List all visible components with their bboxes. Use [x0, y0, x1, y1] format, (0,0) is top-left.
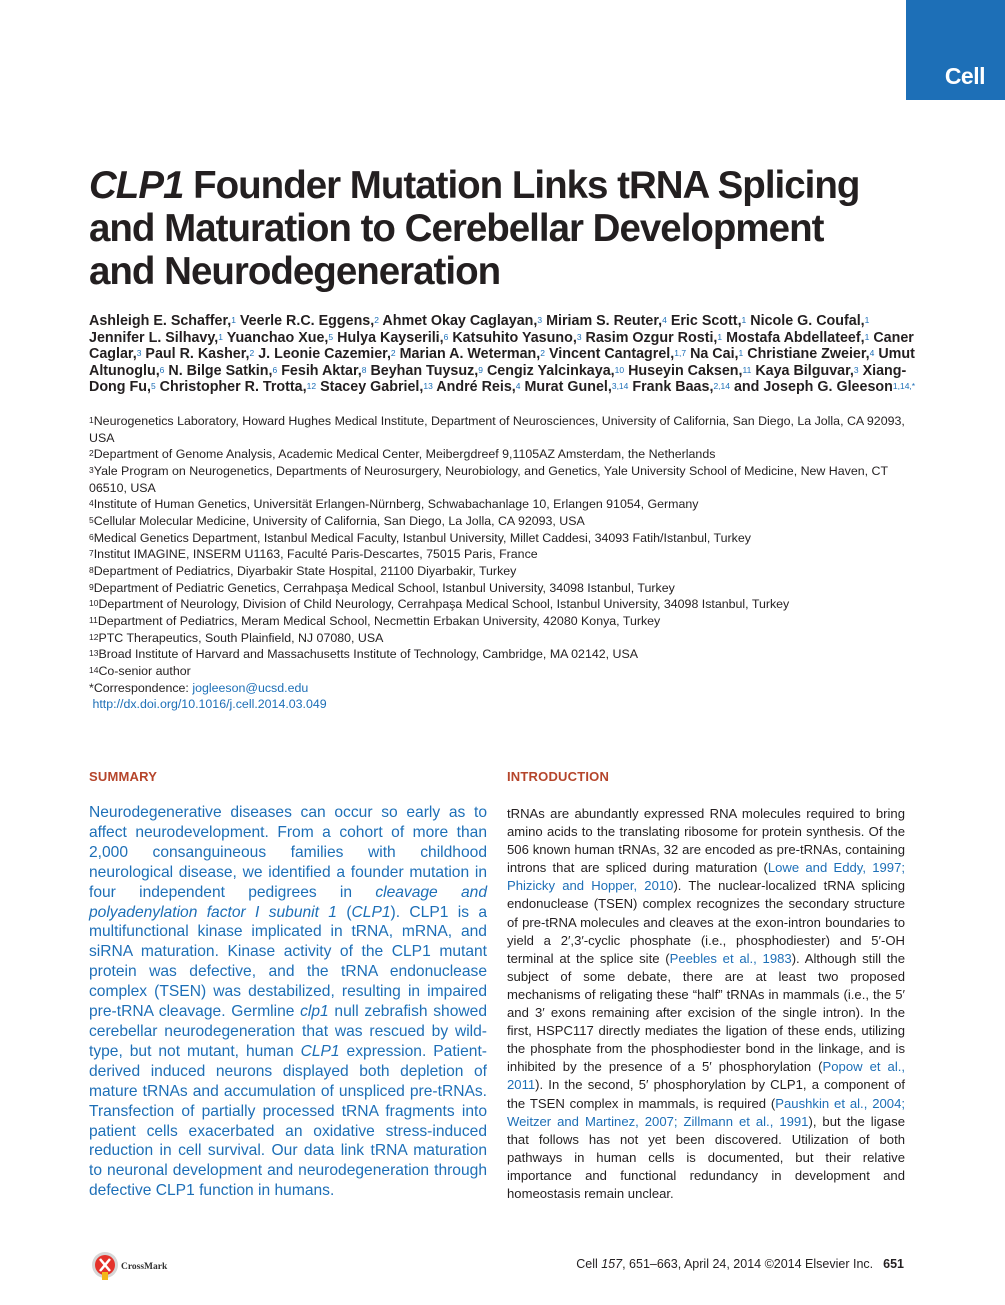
author-affiliation-marker: 10	[614, 364, 625, 375]
author-name: Rasim Ozgur Rosti,	[585, 329, 718, 346]
affiliation: $^6$Medical Genetics Department, Istanbul Medical Faculty, Istanbul University, Millet Caddesi, 34093 Fatih/Istanbul, Turkey	[89, 530, 751, 545]
author-affiliation-marker: 8	[361, 364, 367, 375]
author-affiliation-marker: 4	[515, 381, 521, 392]
affiliation: $^{13}$Broad Institute of Harvard and Massachusetts Institute of Technology, Cambridge, MA 02142, USA	[89, 647, 638, 662]
author-name: J. Leonie Cazemier,	[258, 346, 391, 363]
affiliation: $^5$Cellular Molecular Medicine, University of California, San Diego, La Jolla, CA 92093, USA	[89, 513, 585, 528]
author-affiliation-marker: 6	[159, 364, 165, 375]
author-name: Caner Caglar,	[89, 329, 914, 363]
author-affiliation-marker: 5	[328, 331, 334, 342]
author-name: Veerle R.C. Eggens,	[239, 313, 375, 329]
author-name: Na Cai,	[690, 346, 739, 363]
author-affiliation-marker: 1	[738, 348, 744, 359]
author-name: Murat Gunel,	[524, 379, 612, 396]
crossmark-badge[interactable]	[91, 1250, 171, 1289]
affiliation: $^7$Institut IMAGINE, INSERM U1163, Faculté Paris-Descartes, 75015 Paris, France	[89, 547, 538, 562]
author-affiliation-marker: 4	[869, 348, 875, 359]
affiliation: $^3$Yale Program on Neurogenetics, Departments of Neurosurgery, Neurobiology, and Genetics, Yale University School of Medicine, New Haven, CT 06510, USA	[89, 463, 888, 495]
author-name: Christiane Zweier,	[747, 346, 870, 363]
author-affiliation-marker: 6	[272, 364, 278, 375]
reference-link[interactable]: Popow et al., 2011	[507, 1059, 905, 1093]
author-affiliation-marker: 3	[576, 331, 582, 342]
author-affiliation-marker: 1	[864, 315, 870, 325]
reference-link[interactable]: Lowe and Eddy, 1997; Phizicky and Hopper, 2010	[507, 860, 905, 894]
author-affiliation-marker: 12	[306, 381, 317, 392]
author-affiliation-marker: 1,7	[674, 348, 687, 359]
crossmark-icon	[91, 1250, 171, 1284]
article-title	[89, 164, 889, 293]
author-name: Umut Altunoglu,	[89, 346, 915, 379]
correspondence: *Correspondence: jogleeson@ucsd.edu	[89, 680, 309, 695]
page-number: 651	[883, 1257, 904, 1271]
author-affiliation-marker: 1	[231, 315, 236, 325]
author-name: Hulya Kayserili,	[337, 329, 444, 346]
author-affiliation-marker: 9	[478, 364, 483, 375]
author-affiliation-marker: 13	[423, 381, 433, 392]
author-name: Stacey Gabriel,	[320, 379, 424, 396]
author-name: Nicole G. Coufal,	[750, 313, 865, 329]
reference-link[interactable]: Peebles et al., 1983	[669, 950, 792, 966]
author-name: Ahmet Okay Caglayan,	[382, 313, 538, 329]
author-affiliation-marker: 1,14,*	[892, 381, 916, 392]
author-name: Frank Baas,	[632, 379, 714, 396]
author-affiliation-marker: 3,14	[611, 381, 629, 392]
reference-link[interactable]: Paushkin et al., 2004; Weitzer and Martinez, 2007; Zillmann et al., 1991	[507, 1095, 905, 1129]
author-affiliation-marker: 1	[717, 331, 723, 342]
author-affiliation-marker: 1	[741, 315, 747, 325]
journal-tab	[906, 0, 1005, 100]
author-name: Miriam S. Reuter,	[546, 313, 663, 329]
author-name: and Joseph G. Gleeson	[733, 379, 893, 396]
doi	[89, 696, 919, 713]
summary-heading: SUMMARY	[89, 769, 158, 784]
author-affiliation-marker: 2	[249, 348, 255, 359]
affiliation: $^4$Institute of Human Genetics, Universität Erlangen-Nürnberg, Schwabachanlage 10, Erlangen 91054, Germany	[89, 497, 699, 512]
correspondence-email-link[interactable]: jogleeson@ucsd.edu	[192, 680, 309, 695]
author-affiliation-marker: 1	[864, 331, 870, 342]
author-affiliation-marker: 3	[136, 348, 142, 359]
author-affiliation-marker: 3	[853, 364, 859, 375]
doi-link[interactable]: http://dx.doi.org/10.1016/j.cell.2014.03.049	[92, 697, 327, 712]
author-name: Jennifer L. Silhavy,	[89, 329, 219, 346]
author-name: Marian A. Weterman,	[399, 346, 541, 363]
author-name: Beyhan Tuysuz,	[370, 362, 479, 379]
crossmark-label: CrossMark	[121, 1262, 168, 1272]
affiliation: $^{12}$PTC Therapeutics, South Plainfield, NJ 07080, USA	[89, 630, 384, 645]
author-affiliation-marker: 5	[150, 381, 156, 392]
author-name: Mostafa Abdellateef,	[726, 329, 865, 346]
affiliation: $^{11}$Department of Pediatrics, Meram Medical School, Necmettin Erbakan University, 42080 Konya, Turkey	[89, 613, 661, 628]
author-affiliation-marker: 2,14	[713, 381, 730, 392]
title-gene: CLP1	[89, 164, 184, 207]
author-list	[89, 313, 919, 396]
author-affiliation-marker: 4	[662, 315, 667, 325]
author-name: Fesih Aktar,	[281, 362, 362, 379]
author-name: Kaya Bilguvar,	[755, 362, 854, 379]
author-name: Huseyin Caksen,	[628, 362, 743, 379]
affiliations	[89, 413, 919, 713]
affiliation: $^9$Department of Pediatric Genetics, Cerrahpaşa Medical School, Istanbul University, 34098 Istanbul, Turkey	[89, 580, 675, 595]
affiliation: $^8$Department of Pediatrics, Diyarbakir State Hospital, 21100 Diyarbakir, Turkey	[89, 563, 517, 578]
author-affiliation-marker: 2	[540, 348, 545, 359]
journal-logo: Cell	[944, 63, 985, 89]
author-affiliation-marker: 6	[443, 331, 449, 342]
page-footer: Cell 157, 651–663, April 24, 2014 ©2014 Elsevier Inc. 651	[576, 1257, 904, 1271]
author-name: Cengiz Yalcinkaya,	[486, 362, 615, 379]
author-name: Xiang-Dong Fu,	[89, 362, 907, 396]
author-name: Ashleigh E. Schaffer,	[89, 313, 232, 329]
introduction-text: tRNAs are abundantly expressed RNA molecules required to bring amino acids to the translating ribosome for protein synthesis. Of the 506 known human tRNAs, 32 are encoded as pre-tRNAs, containing introns that are spliced during maturation (Lowe and Eddy, 1997; Phizicky and Hopper, 2010). The nuclear-localized tRNA splicing endonuclease (TSEN) complex recognizes the secondary structure of pre-tRNA molecules and cleaves at the exon-intron boundaries to yield a 2′,3′-cyclic phosphate (i.e., phosphodiester) and 5′-OH terminal at the splice site (Peebles et al., 1983). Although still the subject of some debate, there are at least two proposed mechanisms of religating these “half” tRNAs in mammals (i.e., the 5′ and 3′ exons remaining after excision of the single intron). In the first, HSPC117 directly mediates the ligation of these ends, utilizing the phosphate from the phosphodiester bond in the linkage, and is inhibited by the presence of a 5′ phosphorylation (Popow et al., 2011). In the second, 5′ phosphorylation by CLP1, a component of the TSEN complex in mammals, is required (Paushkin et al., 2004; Weitzer and Martinez, 2007; Zillmann et al., 1991), but the ligase that follows has not yet been discovered. Utilization of both pathways in human cells is documented, but their relative importance and functional redundancy in development and homeostasis remain unclear.	[507, 806, 906, 1201]
author-affiliation-marker: 3	[537, 315, 543, 325]
author-name: Eric Scott,	[670, 313, 742, 329]
author-name: Christopher R. Trotta,	[159, 379, 307, 396]
author-name: André Reis,	[436, 379, 516, 396]
summary-text: Neurodegenerative diseases can occur so early as to affect neurodevelopment. From a cohort of more than 2,000 consanguineous families with childhood neurological disease, we identified a founder mutation in four independent pedigrees in cleavage and polyadenylation factor I subunit 1 (CLP1). CLP1 is a multifunctional kinase implicated in tRNA, mRNA, and siRNA maturation. Kinase activity of the CLP1 mutant protein was defective, and the tRNA endonuclease complex (TSEN) was destabilized, resulting in impaired pre-tRNA cleavage. Germline clp1 null zebrafish showed cerebellar neurodegeneration that was rescued by wild-type, but not mutant, human CLP1 expression. Patient-derived induced neurons displayed both depletion of mature tRNAs and accumulation of unspliced pre-tRNAs. Transfection of partially processed tRNA fragments into patient cells exacerbated an oxidative stress-induced reduction in cell survival. Our data link tRNA maturation to neuronal development and neurodegeneration through defective CLP1 function in humans.	[89, 804, 488, 1200]
affiliation: $^2$Department of Genome Analysis, Academic Medical Center, Meibergdreef 9,1105AZ Amsterdam, the Netherlands	[89, 447, 716, 462]
author-affiliation-marker: 2	[390, 348, 396, 359]
affiliation: $^{14}$Co-senior author	[89, 663, 191, 678]
introduction-heading: INTRODUCTION	[507, 769, 610, 784]
affiliation: $^1$Neurogenetics Laboratory, Howard Hughes Medical Institute, Department of Neurosciences, University of California, San Diego, La Jolla, CA 92093, USA	[89, 414, 905, 445]
author-affiliation-marker: 1	[218, 331, 223, 342]
author-affiliation-marker: 11	[742, 364, 752, 375]
author-name: N. Bilge Satkin,	[168, 362, 273, 379]
title-text: Founder Mutation Links tRNA Splicing and Maturation to Cerebellar Development and Neurodegeneration	[89, 164, 860, 293]
affiliation: $^{10}$Department of Neurology, Division of Child Neurology, Cerrahpaşa Medical School, Istanbul University, 34098 Istanbul, Turkey	[89, 597, 790, 612]
author-affiliation-marker: 2	[374, 315, 379, 325]
author-name: Yuanchao Xue,	[226, 329, 329, 346]
author-name: Katsuhito Yasuno,	[452, 329, 577, 346]
author-name: Vincent Cantagrel,	[548, 346, 675, 363]
author-name: Paul R. Kasher,	[145, 346, 250, 363]
